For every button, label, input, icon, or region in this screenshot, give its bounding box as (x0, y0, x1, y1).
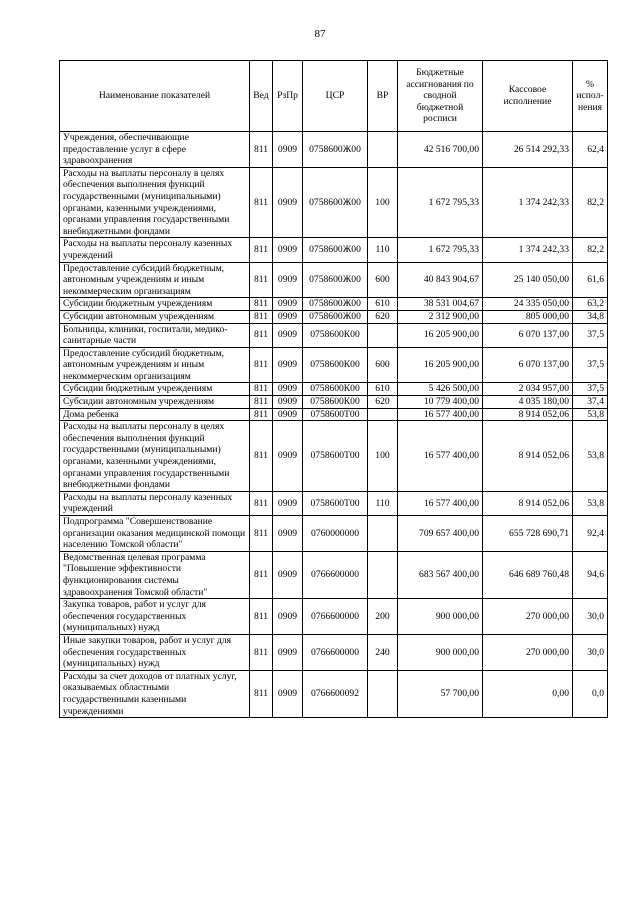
row-csr: 0766600000 (303, 634, 368, 670)
row-ved: 811 (250, 238, 273, 262)
row-percent: 53,8 (573, 408, 608, 421)
row-vr: 600 (368, 347, 398, 383)
header-csr: ЦСР (303, 61, 368, 132)
row-ved: 811 (250, 408, 273, 421)
row-vr (368, 132, 398, 168)
row-csr: 0758600Ж00 (303, 238, 368, 262)
budget-table (59, 60, 608, 718)
row-percent: 61,6 (573, 262, 608, 298)
row-ved: 811 (250, 323, 273, 347)
row-rzpr: 0909 (273, 551, 303, 598)
header-cash: Кассовое исполнение (483, 61, 573, 132)
row-vr: 200 (368, 599, 398, 635)
table-row (60, 551, 608, 598)
row-cash: 2 034 957,00 (483, 383, 573, 396)
table-row (60, 670, 608, 717)
row-name: Расходы на выплаты персоналу казенных учреждений (60, 491, 250, 515)
row-rzpr: 0909 (273, 298, 303, 311)
row-name: Ведомственная целевая программа "Повышение эффективности функционирования системы здравоохранения Томской области" (60, 551, 250, 598)
row-rzpr: 0909 (273, 347, 303, 383)
row-ved: 811 (250, 599, 273, 635)
row-cash: 4 035 180,00 (483, 396, 573, 409)
row-percent: 30,0 (573, 634, 608, 670)
row-name: Расходы на выплаты персоналу в целях обеспечения выполнения функций государственными (муниципальными) органами, казенными учреждениями, органами управления государственными внебюджетными фондами (60, 421, 250, 492)
row-name: Расходы на выплаты персоналу в целях обеспечения выполнения функций государственными (муниципальными) органами, казенными учреждениями, органами управления государственными внебюджетными фондами (60, 167, 250, 238)
row-percent: 94,6 (573, 551, 608, 598)
row-vr: 110 (368, 238, 398, 262)
row-percent: 0,0 (573, 670, 608, 717)
row-csr: 0758600Ж00 (303, 298, 368, 311)
row-rzpr: 0909 (273, 491, 303, 515)
row-csr: 0758600Т00 (303, 491, 368, 515)
row-percent: 63,2 (573, 298, 608, 311)
row-percent: 92,4 (573, 516, 608, 552)
header-percent: % испол-нения (573, 61, 608, 132)
row-rzpr: 0909 (273, 310, 303, 323)
row-budget: 709 657 400,00 (398, 516, 483, 552)
row-rzpr: 0909 (273, 132, 303, 168)
row-budget: 16 577 400,00 (398, 491, 483, 515)
row-vr (368, 551, 398, 598)
row-vr: 100 (368, 421, 398, 492)
row-name: Подпрограмма "Совершенствование организации оказания медицинской помощи населению Томской области" (60, 516, 250, 552)
row-budget: 5 426 500,00 (398, 383, 483, 396)
row-ved: 811 (250, 167, 273, 238)
row-name: Иные закупки товаров, работ и услуг для обеспечения государственных (муниципальных) нужд (60, 634, 250, 670)
row-budget: 16 577 400,00 (398, 408, 483, 421)
row-rzpr: 0909 (273, 167, 303, 238)
row-cash: 655 728 690,71 (483, 516, 573, 552)
row-rzpr: 0909 (273, 262, 303, 298)
table-row (60, 634, 608, 670)
row-ved: 811 (250, 383, 273, 396)
row-vr: 110 (368, 491, 398, 515)
row-vr: 620 (368, 396, 398, 409)
row-percent: 37,5 (573, 323, 608, 347)
row-percent: 53,8 (573, 421, 608, 492)
row-budget: 2 312 900,00 (398, 310, 483, 323)
row-budget: 16 205 900,00 (398, 323, 483, 347)
row-budget: 40 843 904,67 (398, 262, 483, 298)
row-csr: 0758600К00 (303, 383, 368, 396)
row-name: Предоставление субсидий бюджетным, автономным учреждениям и иным некоммерческим организациям (60, 262, 250, 298)
row-name: Субсидии бюджетным учреждениям (60, 298, 250, 311)
row-rzpr: 0909 (273, 421, 303, 492)
row-ved: 811 (250, 421, 273, 492)
row-percent: 82,2 (573, 238, 608, 262)
row-name: Субсидии автономным учреждениям (60, 310, 250, 323)
row-cash: 1 374 242,33 (483, 167, 573, 238)
page-number: 87 (314, 28, 326, 40)
row-ved: 811 (250, 298, 273, 311)
table-row (60, 238, 608, 262)
row-name: Расходы на выплаты персоналу казенных учреждений (60, 238, 250, 262)
row-ved: 811 (250, 670, 273, 717)
table-row (60, 347, 608, 383)
row-csr: 0758600Ж00 (303, 310, 368, 323)
row-budget: 900 000,00 (398, 634, 483, 670)
row-rzpr: 0909 (273, 383, 303, 396)
table-row (60, 383, 608, 396)
row-percent: 37,5 (573, 347, 608, 383)
row-ved: 811 (250, 262, 273, 298)
row-ved: 811 (250, 516, 273, 552)
row-cash: 26 514 292,33 (483, 132, 573, 168)
table-row (60, 262, 608, 298)
header-name: Наименование показателей (60, 61, 250, 132)
row-budget: 683 567 400,00 (398, 551, 483, 598)
row-vr: 600 (368, 262, 398, 298)
row-csr: 0758600Ж00 (303, 262, 368, 298)
row-percent: 53,8 (573, 491, 608, 515)
row-csr: 0766600000 (303, 551, 368, 598)
table-row (60, 516, 608, 552)
row-vr (368, 408, 398, 421)
row-name: Учреждения, обеспечивающие предоставление услуг в сфере здравоохранения (60, 132, 250, 168)
table-header-row (60, 61, 608, 132)
row-name: Закупка товаров, работ и услуг для обеспечения государственных (муниципальных) нужд (60, 599, 250, 635)
row-budget: 10 779 400,00 (398, 396, 483, 409)
table-row (60, 310, 608, 323)
header-rzpr: РзПр (273, 61, 303, 132)
row-cash: 270 000,00 (483, 599, 573, 635)
row-name: Расходы за счет доходов от платных услуг, оказываемых областными государственными казенными учреждениями (60, 670, 250, 717)
row-csr: 0758600Ж00 (303, 167, 368, 238)
row-ved: 811 (250, 310, 273, 323)
table-row (60, 323, 608, 347)
table-body (60, 132, 608, 718)
row-cash: 8 914 052,06 (483, 491, 573, 515)
row-ved: 811 (250, 491, 273, 515)
row-vr (368, 323, 398, 347)
row-budget: 57 700,00 (398, 670, 483, 717)
row-cash: 1 374 242,33 (483, 238, 573, 262)
row-rzpr: 0909 (273, 670, 303, 717)
row-cash: 24 335 050,00 (483, 298, 573, 311)
row-csr: 0758600К00 (303, 396, 368, 409)
row-ved: 811 (250, 396, 273, 409)
table-row (60, 132, 608, 168)
header-ved: Вед (250, 61, 273, 132)
row-vr: 610 (368, 383, 398, 396)
row-percent: 37,5 (573, 383, 608, 396)
row-csr: 0758600К00 (303, 347, 368, 383)
table-row (60, 421, 608, 492)
row-percent: 34,8 (573, 310, 608, 323)
row-budget: 42 516 700,00 (398, 132, 483, 168)
row-cash: 6 070 137,00 (483, 323, 573, 347)
row-cash: 805 000,00 (483, 310, 573, 323)
row-vr (368, 516, 398, 552)
row-cash: 8 914 052,06 (483, 421, 573, 492)
row-budget: 38 531 004,67 (398, 298, 483, 311)
row-cash: 25 140 050,00 (483, 262, 573, 298)
table-row (60, 408, 608, 421)
row-csr: 0758600Т00 (303, 408, 368, 421)
row-vr: 100 (368, 167, 398, 238)
row-rzpr: 0909 (273, 516, 303, 552)
row-percent: 30,0 (573, 599, 608, 635)
table-row (60, 599, 608, 635)
row-percent: 82,2 (573, 167, 608, 238)
row-ved: 811 (250, 551, 273, 598)
row-csr: 0766600092 (303, 670, 368, 717)
row-budget: 16 577 400,00 (398, 421, 483, 492)
table-row (60, 396, 608, 409)
row-budget: 1 672 795,33 (398, 238, 483, 262)
row-csr: 0766600000 (303, 599, 368, 635)
header-budget: Бюджетные ассигнования по сводной бюджетной росписи (398, 61, 483, 132)
table-row (60, 167, 608, 238)
row-cash: 0,00 (483, 670, 573, 717)
row-budget: 16 205 900,00 (398, 347, 483, 383)
row-cash: 8 914 052,06 (483, 408, 573, 421)
table-row (60, 298, 608, 311)
row-cash: 646 689 760,48 (483, 551, 573, 598)
row-ved: 811 (250, 634, 273, 670)
row-vr: 610 (368, 298, 398, 311)
row-cash: 270 000,00 (483, 634, 573, 670)
row-rzpr: 0909 (273, 599, 303, 635)
row-rzpr: 0909 (273, 408, 303, 421)
row-budget: 1 672 795,33 (398, 167, 483, 238)
row-rzpr: 0909 (273, 238, 303, 262)
row-name: Дома ребенка (60, 408, 250, 421)
row-cash: 6 070 137,00 (483, 347, 573, 383)
table-row (60, 491, 608, 515)
row-name: Предоставление субсидий бюджетным, автономным учреждениям и иным некоммерческим организациям (60, 347, 250, 383)
row-ved: 811 (250, 132, 273, 168)
row-name: Субсидии автономным учреждениям (60, 396, 250, 409)
row-percent: 62,4 (573, 132, 608, 168)
row-rzpr: 0909 (273, 323, 303, 347)
header-vr: ВР (368, 61, 398, 132)
row-vr (368, 670, 398, 717)
row-name: Субсидии бюджетным учреждениям (60, 383, 250, 396)
row-name: Больницы, клиники, госпитали, медико-санитарные части (60, 323, 250, 347)
row-vr: 620 (368, 310, 398, 323)
row-percent: 37,4 (573, 396, 608, 409)
row-csr: 0758600К00 (303, 323, 368, 347)
row-budget: 900 000,00 (398, 599, 483, 635)
row-csr: 0758600Ж00 (303, 132, 368, 168)
row-rzpr: 0909 (273, 396, 303, 409)
row-csr: 0758600Т00 (303, 421, 368, 492)
row-csr: 0760000000 (303, 516, 368, 552)
row-ved: 811 (250, 347, 273, 383)
row-vr: 240 (368, 634, 398, 670)
row-rzpr: 0909 (273, 634, 303, 670)
